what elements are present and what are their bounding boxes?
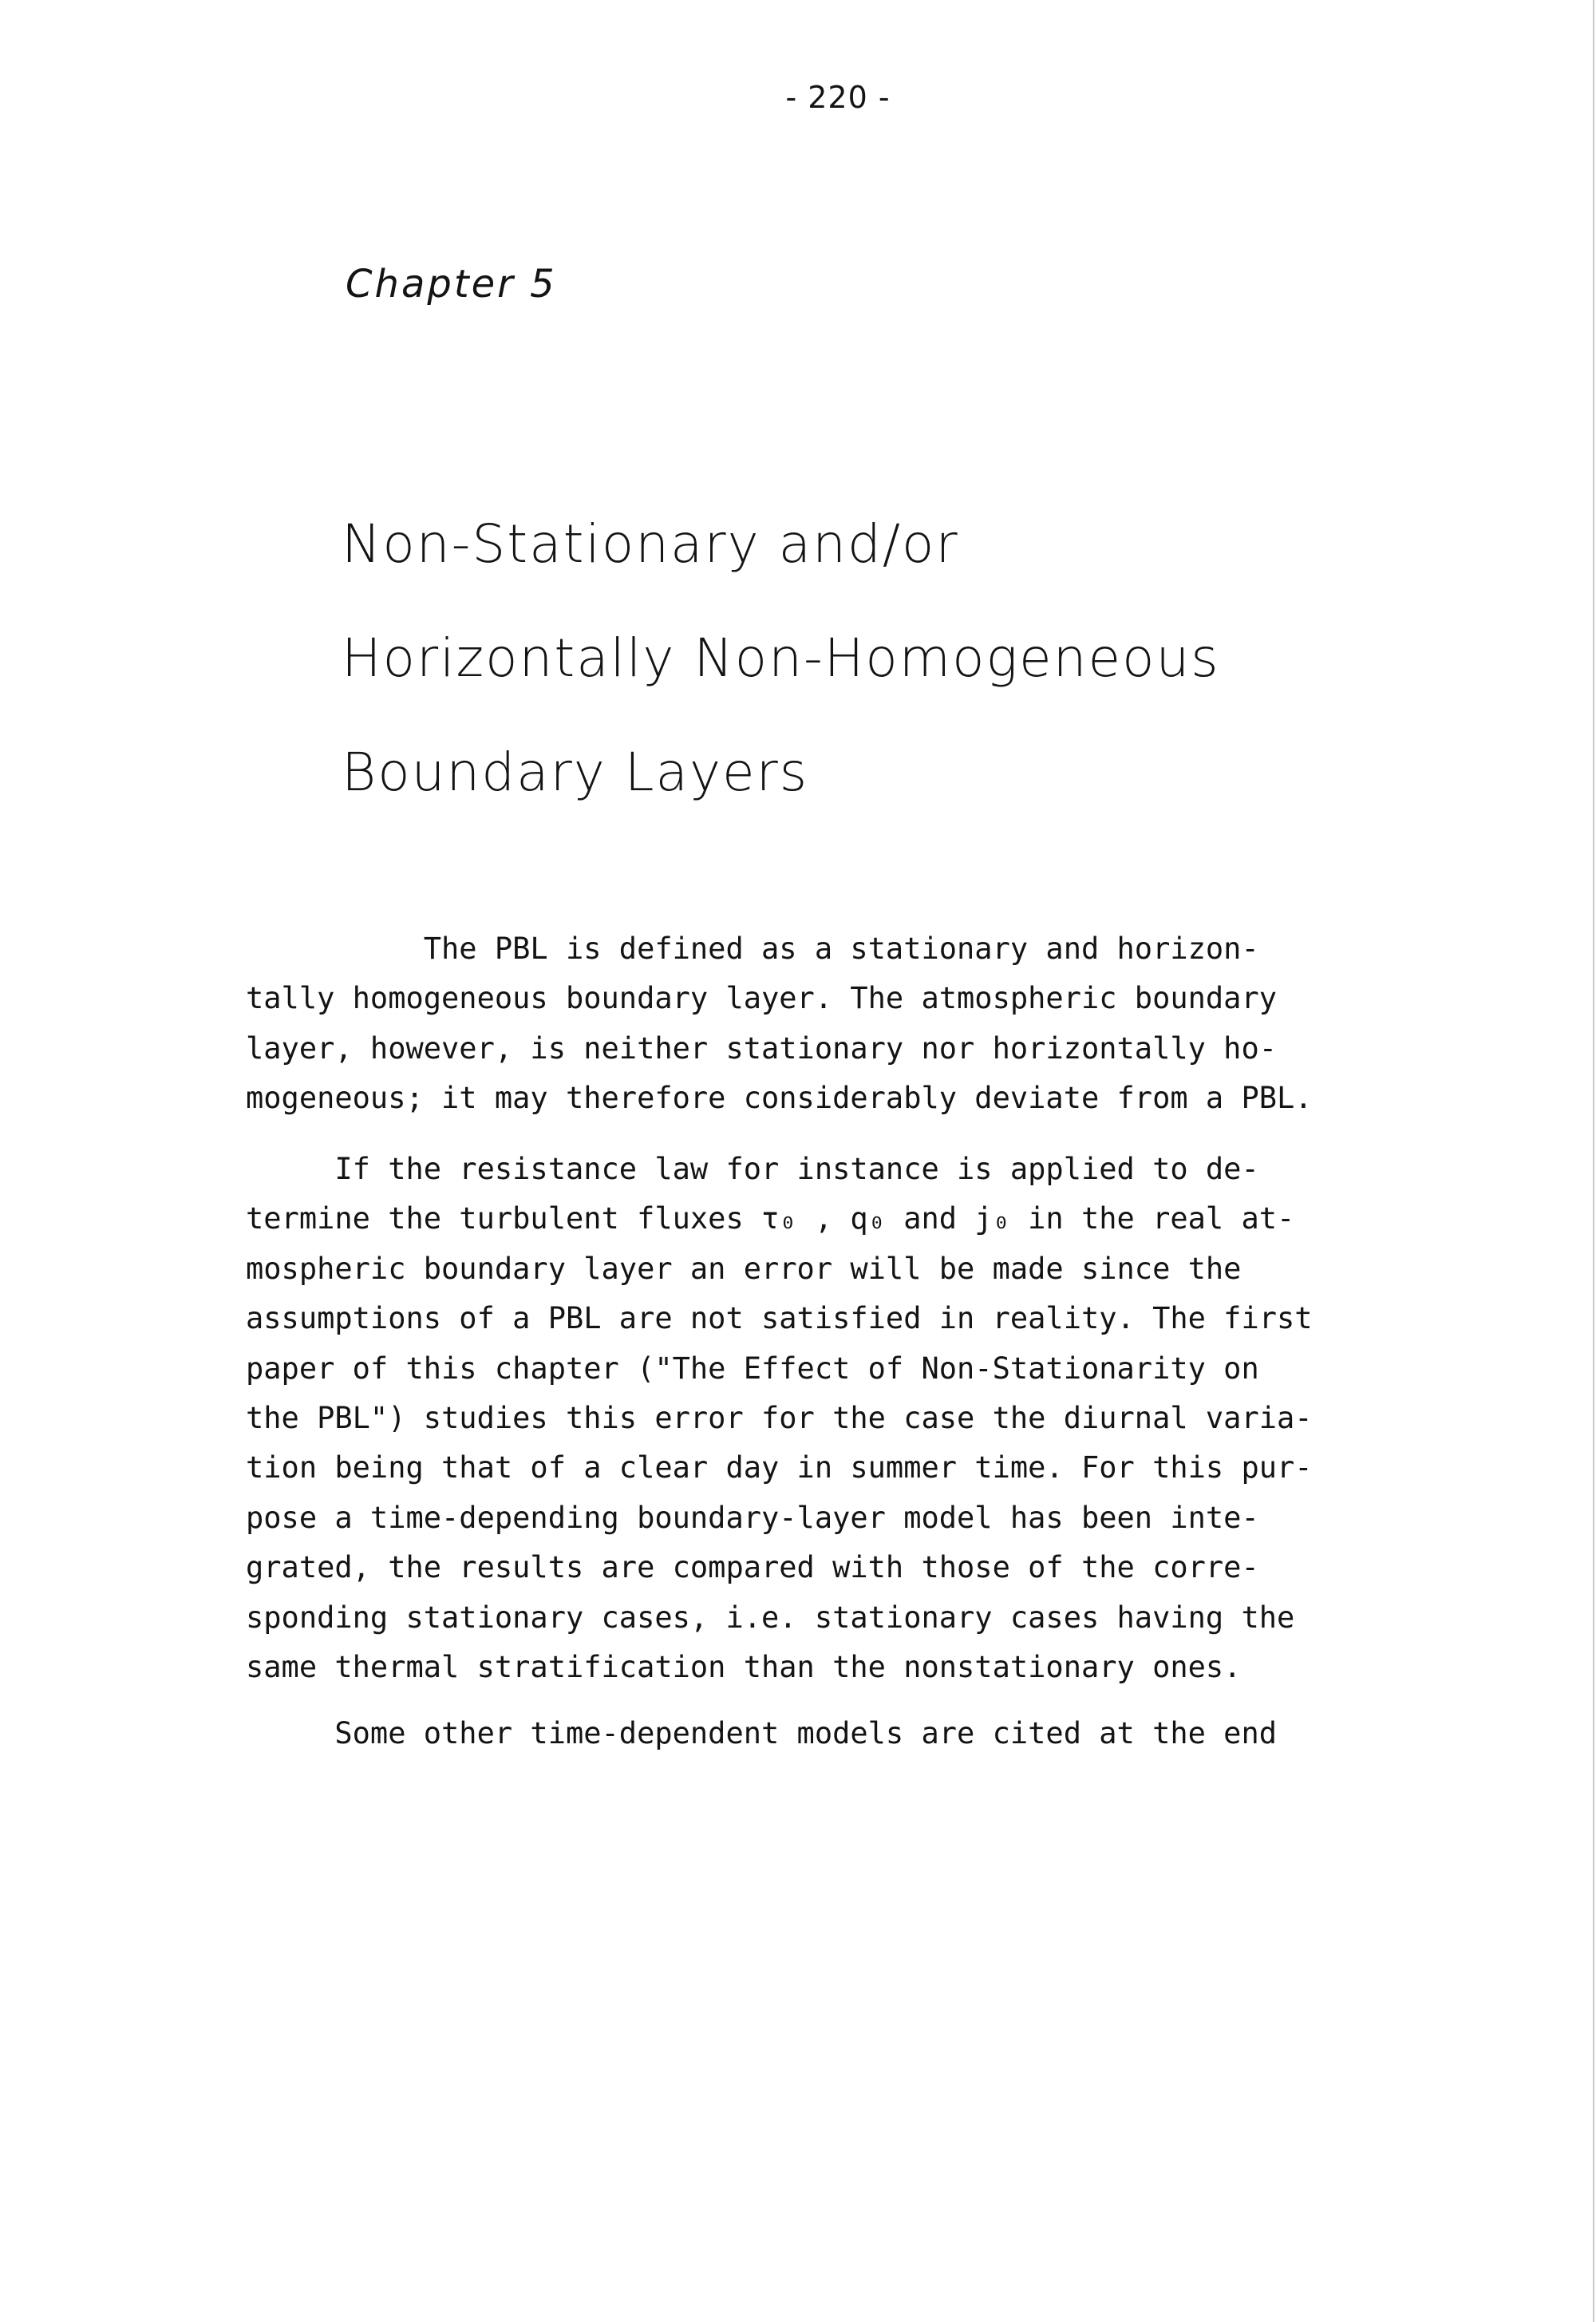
text-line: same thermal stratification than the nonstationary ones.: [246, 1650, 1242, 1685]
text-line: assumptions of a PBL are not satisfied in reality. The first: [246, 1301, 1313, 1336]
chapter-title-line: Horizontally Non-Homogeneous: [342, 627, 1220, 689]
chapter-title-line: Boundary Layers: [342, 742, 809, 803]
text-line: mogeneous; it may therefore considerably deviate from a PBL.: [246, 1081, 1313, 1116]
text-line: sponding stationary cases, i.e. stationary cases having the: [246, 1600, 1295, 1635]
text-line: mospheric boundary layer an error will be made since the: [246, 1251, 1242, 1286]
text-line: Some other time-dependent models are cited at the end: [246, 1716, 1278, 1750]
paragraph-other-models: [246, 1709, 1443, 1758]
text-line: tion being that of a clear day in summer time. For this pur-: [246, 1450, 1313, 1485]
text-line: termine the turbulent fluxes τ₀ , q₀ and j₀ in the real at-: [246, 1201, 1295, 1236]
text-line: paper of this chapter ("The Effect of Non-Stationarity on: [246, 1351, 1259, 1386]
chapter-label: Chapter 5: [346, 262, 557, 307]
text-line: grated, the results are compared with those of the corre-: [246, 1550, 1259, 1585]
paragraph-pbl-definition: [246, 924, 1443, 1124]
text-line: If the resistance law for instance is applied to de-: [246, 1152, 1259, 1186]
paragraph-resistance-law: [246, 1145, 1443, 1692]
text-line: the PBL") studies this error for the case the diurnal varia-: [246, 1401, 1313, 1436]
chapter-title: [342, 487, 1379, 829]
chapter-title-line: Non-Stationary and/or: [342, 513, 959, 575]
text-line: tally homogeneous boundary layer. The atmospheric boundary: [246, 981, 1278, 1016]
scan-edge-line: [1593, 0, 1594, 2322]
text-line: pose a time-depending boundary-layer model has been inte-: [246, 1500, 1259, 1535]
text-line: The PBL is defined as a stationary and horizon-: [246, 932, 1259, 966]
page-number: - 220 -: [785, 80, 891, 115]
text-line: layer, however, is neither stationary nor horizontally ho-: [246, 1030, 1278, 1066]
